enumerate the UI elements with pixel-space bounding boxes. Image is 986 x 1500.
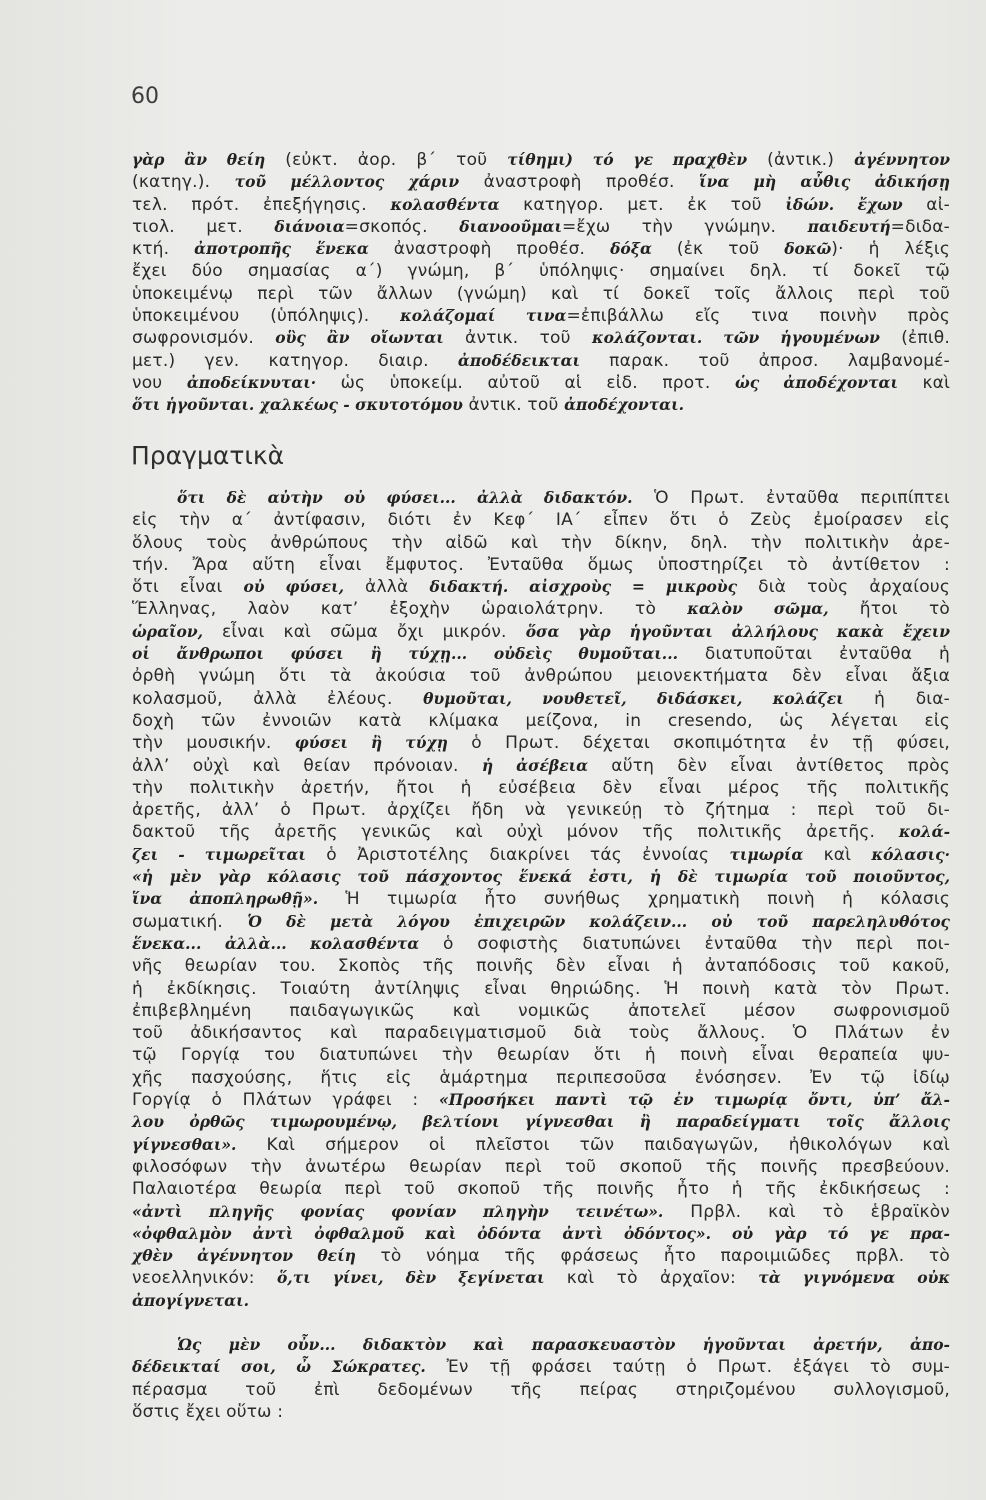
- text-run: Παλαιοτέρα θεωρία περὶ τοῦ σκοποῦ τῆς ποινῆς ἦτο ἡ τῆς ἐκδικήσεως :: [132, 1179, 950, 1200]
- text-run: Καὶ σήμερον οἱ πλεῖστοι τῶν παιδαγωγῶν, ἠθικολόγων καὶ: [236, 1134, 950, 1155]
- emphasized-term: «Προσήκει παντὶ τῷ ἐν τιμωρίᾳ ὄντι, ὑπ’ ἄλ-: [438, 1090, 950, 1110]
- text-run: δοχὴ τῶν ἐννοιῶν κατὰ κλίμακα μείζονα, in cresendo, ὡς λέγεται εἰς: [132, 710, 950, 731]
- text-line: [132, 171, 950, 193]
- text-run: ἔχει δύο σημασίας α΄) γνώμη, β΄ ὑπόληψις· σημαίνει δηλ. τί δοκεῖ τῷ: [132, 261, 950, 282]
- emphasized-term: οὐ φύσει,: [243, 577, 344, 597]
- text-line: [132, 1111, 950, 1133]
- emphasized-term: δόξα: [610, 239, 652, 259]
- text-run: ὁ Πρωτ. δέχεται σκοπιμότητα ἐν τῇ φύσει,: [447, 733, 950, 754]
- text-line: [132, 1290, 950, 1312]
- emphasized-term: ζει - τιμωρεῖται: [132, 844, 306, 864]
- text-run: καὶ τὸ ἀρχαῖον:: [544, 1268, 759, 1289]
- text-line: [132, 888, 950, 910]
- text-run: (εὐκτ. ἀορ. β΄ τοῦ: [265, 150, 508, 170]
- text-run: Γοργίᾳ ὁ Πλάτων γράφει :: [132, 1090, 439, 1111]
- text-run: καὶ: [897, 372, 951, 393]
- text-run: ἀλλὰ: [344, 577, 430, 598]
- emphasized-term: ἀποδέχονται.: [564, 395, 685, 415]
- text-line: [132, 487, 950, 509]
- emphasized-term: γὰρ ἂν θείη: [132, 150, 266, 169]
- emphasized-term: τοῦ μέλλοντος χάριν: [234, 172, 460, 192]
- emphasized-term: φύσει ἢ τύχῃ: [294, 733, 448, 753]
- text-line: [132, 1089, 950, 1111]
- emphasized-term: κόλασις·: [871, 844, 950, 864]
- emphasized-term: ὅσα γὰρ ἡγοῦνται ἀλλήλους κακὰ ἔχειν: [525, 621, 950, 641]
- text-run: ὑποκειμένῳ περὶ τῶν ἄλλων (γνώμη) καὶ τί δοκεῖ τοῖς ἄλλοις περὶ τοῦ: [132, 283, 950, 304]
- text-run: φιλοσόφων τὴν ἀνωτέρω θεωρίαν περὶ τοῦ σκοποῦ τῆς ποινῆς πρεσβεύουν.: [132, 1156, 950, 1177]
- emphasized-term: διδακτή. αἰσχροὺς = μικροὺς: [429, 577, 738, 597]
- emphasized-term: ὅτι ἡγοῦνται. χαλκέως - σκυτοτόμου: [132, 395, 463, 415]
- text-run: κολασμοῦ, ἀλλὰ ἐλέους.: [132, 688, 424, 709]
- text-run: ἡ ἐκδίκησις. Τοιαύτη ἀντίληψις εἶναι θηριώδης. Ἡ ποινὴ κατὰ τὸν Πρωτ.: [132, 978, 950, 999]
- emphasized-term: κολάζονται. τῶν ἡγουμένων: [591, 328, 880, 348]
- text-line: [132, 688, 950, 710]
- text-run: ὀρθὴ γνώμη ὅτι τὰ ἀκούσια τοῦ ἀνθρώπου μειονεκτήματα δὲν εἶναι ἄξια: [132, 666, 950, 687]
- emphasized-term: «ἡ μὲν γὰρ κόλασις τοῦ πάσχοντος ἕνεκά ἐστι, ἡ δὲ τιμωρία τοῦ ποιοῦντος,: [132, 867, 950, 887]
- text-line: [132, 576, 950, 598]
- emphasized-term: Ὡς μὲν οὖν... διδακτὸν καὶ παρασκευαστὸν ἡγοῦνται ἀρετήν, ἀπο-: [177, 1335, 950, 1354]
- text-run: νεοελληνικόν:: [132, 1268, 277, 1289]
- emphasized-term: γίγνεσθαι».: [132, 1134, 237, 1154]
- text-run: ὅτι εἶναι: [132, 577, 244, 598]
- emphasized-term: διάνοια: [274, 216, 345, 236]
- text-line: [132, 194, 950, 216]
- text-run: αὕτη δὲν εἶναι ἀντίθετος πρὸς: [588, 755, 951, 776]
- text-run: =ἔχω τὴν γνώμην.: [561, 216, 808, 237]
- text-run: ἀναστροφὴ προθέσ.: [368, 239, 611, 260]
- text-line: [132, 1201, 950, 1223]
- text-line: [132, 509, 950, 531]
- emphasized-term: «ὀφθαλμὸν ἀντὶ ὀφθαλμοῦ καὶ ὀδόντα ἀντὶ ὀδόντος». οὐ γὰρ τό γε πρα-: [132, 1223, 950, 1243]
- text-line: [132, 372, 950, 394]
- emphasized-term: «ἀντὶ πληγῆς φονίας φονίαν πληγὴν τεινέτω».: [132, 1201, 664, 1221]
- text-line: [132, 532, 950, 554]
- page-number: 60: [131, 84, 159, 109]
- emphasized-term: ἀπογίγνεται.: [132, 1290, 250, 1310]
- text-run: ἡ δια-: [843, 688, 950, 709]
- text-line: [132, 1401, 950, 1423]
- text-run: =διδα-: [890, 216, 950, 237]
- text-run: αἰ-: [902, 194, 951, 215]
- text-line: [132, 933, 950, 955]
- text-line: [132, 1223, 950, 1245]
- emphasized-term: ἕνεκα... ἀλλὰ... κολασθέντα: [132, 933, 420, 953]
- text-run: Πρβλ. καὶ τὸ ἑβραϊκὸν: [663, 1201, 950, 1222]
- text-run: ὑποκειμένου (ὑπόληψις).: [132, 306, 401, 327]
- text-run: σωφρονισμόν.: [132, 328, 276, 349]
- text-run: Ἐν τῇ φράσει ταύτῃ ὁ Πρωτ. ἐξάγει τὸ συμ-: [425, 1357, 950, 1378]
- text-run: νῆς θεωρίαν του. Σκοπὸς τῆς ποινῆς δὲν εἶναι ἡ ἀνταπόδοσις τοῦ κακοῦ,: [132, 956, 950, 977]
- text-line: [132, 1379, 950, 1401]
- text-run: νου: [132, 372, 187, 393]
- text-run: σωματική.: [132, 911, 248, 932]
- text-line: [132, 394, 950, 416]
- emphasized-term: κολασθέντα: [390, 194, 500, 214]
- emphasized-term: ἰδών. ἔχων: [785, 194, 903, 214]
- text-run: χῆς πασχούσης, ἥτις εἰς ἁμάρτημα περιπεσοῦσα ἐνόσησεν. Ἐν τῷ ἰδίῳ: [132, 1067, 950, 1088]
- text-run: κτή.: [132, 239, 195, 260]
- text-line: [132, 755, 950, 777]
- text-run: ὅστις ἔχει οὕτω :: [132, 1401, 284, 1422]
- text-line: [132, 1134, 950, 1156]
- text-run: τὴν πολιτικὴν ἀρετήν, ἤτοι ἡ εὐσέβεια δὲν εἶναι μέρος τῆς πολιτικῆς: [132, 777, 950, 798]
- text-line: [132, 350, 950, 372]
- text-line: [132, 327, 950, 349]
- text-line: [132, 978, 950, 1000]
- text-run: (ἐπιθ.: [879, 328, 951, 349]
- text-run: διὰ τοὺς ἀρχαίους: [737, 577, 951, 598]
- text-run: ὡς ὑποκείμ. αὐτοῦ αἱ εἰδ. προτ.: [316, 372, 735, 393]
- text-run: εἶναι καὶ σῶμα ὄχι μικρόν.: [202, 621, 526, 642]
- text-run: τελ. πρότ. ἐπεξήγησις.: [132, 194, 391, 215]
- emphasized-term: δέδεικταί σοι, ὦ Σώκρατες.: [132, 1357, 426, 1377]
- text-run: τιολ. μετ.: [132, 216, 275, 237]
- emphasized-term: ὡς ἀποδέχονται: [734, 372, 898, 392]
- text-run: εἰς τὴν α΄ ἀντίφασιν, διότι ἐν Κεφ΄ ΙΑ΄ εἶπεν ὅτι ὁ Ζεὺς ἐμοίρασεν εἰς: [132, 510, 950, 531]
- text-run: πέρασμα τοῦ ἐπὶ δεδομένων τῆς πείρας στηριζομένου συλλογισμοῦ,: [132, 1379, 950, 1400]
- text-line: [132, 1267, 950, 1289]
- text-run: ἀλλ’ οὐχὶ καὶ θείαν πρόνοιαν.: [132, 755, 482, 776]
- emphasized-term: ἡ ἀσέβεια: [481, 755, 589, 775]
- text-run: (ἐκ τοῦ: [651, 239, 785, 260]
- text-line: [132, 1156, 950, 1178]
- commentary-paragraph: [132, 487, 950, 1312]
- text-run: Ὁ Πρωτ. ἐνταῦθα περιπίπτει: [632, 488, 950, 508]
- text-line: [132, 1044, 950, 1066]
- text-line: [132, 710, 950, 732]
- text-run: =σκοπός.: [344, 216, 460, 237]
- text-line: [132, 955, 950, 977]
- emphasized-term: κολά-: [898, 822, 950, 842]
- text-run: τήν. Ἄρα αὕτη εἶναι ἔμφυτος. Ἐνταῦθα ὅμως ὑποστηρίζει τὸ ἀντίθετον :: [132, 554, 950, 575]
- text-run: ὁ Ἀριστοτέλης διακρίνει τάς ἐννοίας: [305, 844, 730, 865]
- text-line: [132, 283, 950, 305]
- text-run: ἐπιβεβλημένη παιδαγωγικῶς καὶ νομικῶς ἀποτελεῖ μέσον σωφρονισμοῦ: [132, 1000, 950, 1021]
- emphasized-term: ὅτι δὲ αὐτὴν οὐ φύσει... ἀλλὰ διδακτόν.: [177, 488, 633, 507]
- text-line: [132, 238, 950, 260]
- emphasized-term: Ὁ δὲ μετὰ λόγου ἐπιχειρῶν κολάζειν... οὐ τοῦ παρεληλυθότος: [247, 911, 950, 931]
- text-line: [132, 1178, 950, 1200]
- text-line: [132, 844, 950, 866]
- text-line: [132, 1334, 950, 1356]
- text-line: [132, 621, 950, 643]
- text-run: ὁ σοφιστὴς διατυπώνει ἐνταῦθα τὴν περὶ ποι-: [419, 933, 950, 954]
- text-line: [132, 554, 950, 576]
- text-run: ἀναστροφὴ προθέσ.: [459, 172, 700, 193]
- emphasized-term: λου ὀρθῶς τιμωρουμένῳ, βελτίονι γίγνεσθαι ἢ παραδείγματι τοῖς ἄλλοις: [132, 1112, 950, 1132]
- text-run: κατηγορ. μετ. ἐκ τοῦ: [499, 194, 786, 215]
- emphasized-term: τίθημι) τό γε πραχθὲν: [507, 150, 748, 169]
- text-run: τοῦ ἀδικήσαντος καὶ παραδειγματισμοῦ διὰ τοὺς ἄλλους. Ὁ Πλάτων ἐν: [132, 1023, 950, 1044]
- emphasized-term: οὓς ἂν οἴωνται: [275, 328, 444, 348]
- emphasized-term: ἀποδέδεικται: [457, 350, 581, 370]
- emphasized-term: τιμωρία: [729, 844, 804, 864]
- text-line: [132, 911, 950, 933]
- text-line: [132, 1245, 950, 1267]
- text-line: [132, 777, 950, 799]
- emphasized-term: δοκῶ: [784, 239, 832, 259]
- emphasized-term: ἵνα ἀποπληρωθῇ».: [132, 889, 319, 909]
- text-run: ἀντικ. τοῦ: [443, 328, 592, 349]
- text-run: ὅλους τοὺς ἀνθρώπους τὴν αἰδῶ καὶ τὴν δίκην, δηλ. τὴν πολιτικὴν ἀρε-: [132, 532, 950, 553]
- text-line: [132, 665, 950, 687]
- emphasized-term: ὡραῖον,: [132, 621, 203, 641]
- text-line: [132, 598, 950, 620]
- text-line: [132, 1356, 950, 1378]
- text-line: [132, 866, 950, 888]
- text-run: μετ.) γεν. κατηγορ. διαιρ.: [132, 350, 458, 371]
- emphasized-term: οἱ ἄνθρωποι φύσει ἢ τύχῃ... οὐδεὶς θυμοῦται...: [132, 644, 678, 664]
- text-run: (ἀντικ.): [747, 150, 855, 170]
- emphasized-term: ἀποδείκνυται·: [186, 372, 317, 392]
- text-run: διατυποῦται ἐνταῦθα ἡ: [678, 644, 950, 665]
- emphasized-term: ἀποτροπῆς ἕνεκα: [194, 239, 369, 259]
- text-run: τῷ Γοργίᾳ του διατυπώνει τὴν θεωρίαν ὅτι ἡ ποινὴ εἶναι θεραπεία ψυ-: [132, 1045, 950, 1066]
- text-run: )· ἡ λέξις: [831, 239, 951, 260]
- emphasized-term: θυμοῦται, νουθετεῖ, διδάσκει, κολάζει: [423, 688, 844, 708]
- text-line: [132, 260, 950, 282]
- emphasized-term: καλὸν σῶμα,: [687, 599, 829, 619]
- text-run: =ἐπιβάλλω εἴς τινα ποινὴν πρὸς: [566, 306, 951, 327]
- emphasized-term: κολάζομαί τινα: [400, 306, 567, 326]
- emphasized-term: ἵνα μὴ αὖθις ἀδικήσῃ: [699, 172, 950, 192]
- text-line: [132, 821, 950, 843]
- text-line: [132, 1022, 950, 1044]
- emphasized-term: τὰ γιγνόμενα οὐκ: [758, 1268, 951, 1288]
- section-heading: Πραγματικὰ: [131, 441, 285, 470]
- text-line: [132, 305, 950, 327]
- text-line: [132, 643, 950, 665]
- text-line: [132, 149, 950, 171]
- text-run: ἀρετῆς, ἀλλ’ ὁ Πρωτ. ἀρχίζει ἤδη νὰ γενικεύῃ τὸ ζήτημα : περὶ τοῦ δι-: [132, 800, 950, 821]
- text-run: (κατηγ.).: [132, 172, 235, 193]
- text-line: [132, 216, 950, 238]
- text-run: τὸ νόημα τῆς φράσεως ἦτο παροιμιῶδες πρβλ. τὸ: [355, 1246, 951, 1267]
- text-run: ἤτοι τὸ: [828, 599, 950, 620]
- emphasized-term: παιδευτή: [807, 216, 891, 236]
- text-line: [132, 799, 950, 821]
- text-run: ἀντικ. τοῦ: [462, 395, 565, 416]
- text-run: παρακ. τοῦ ἀπροσ. λαμβανομέ-: [580, 350, 951, 371]
- conclusion-paragraph: [132, 1334, 950, 1423]
- text-run: τὴν μουσικήν.: [132, 733, 295, 754]
- emphasized-term: ὅ,τι γίνει, δὲν ξεγίνεται: [276, 1268, 545, 1288]
- text-line: [132, 1000, 950, 1022]
- emphasized-term: χθὲν ἀγέννητον θείη: [132, 1246, 356, 1266]
- emphasized-term: διανοοῦμαι: [459, 216, 562, 236]
- text-line: [132, 1067, 950, 1089]
- text-run: Ἕλληνας, λαὸν κατ’ ἐξοχὴν ὡραιολάτρην. τὸ: [132, 599, 688, 620]
- text-run: καὶ: [803, 844, 872, 865]
- text-run: δακτοῦ τῆς ἀρετῆς γενικῶς καὶ οὐχὶ μόνον τῆς πολιτικῆς ἀρετῆς.: [132, 822, 899, 843]
- emphasized-term: ἀγέννητον: [854, 150, 950, 169]
- glossary-notes: [132, 149, 950, 417]
- text-line: [132, 732, 950, 754]
- text-run: Ἡ τιμωρία ἦτο συνήθως χρηματικὴ ποινὴ ἡ κόλασις: [318, 889, 950, 910]
